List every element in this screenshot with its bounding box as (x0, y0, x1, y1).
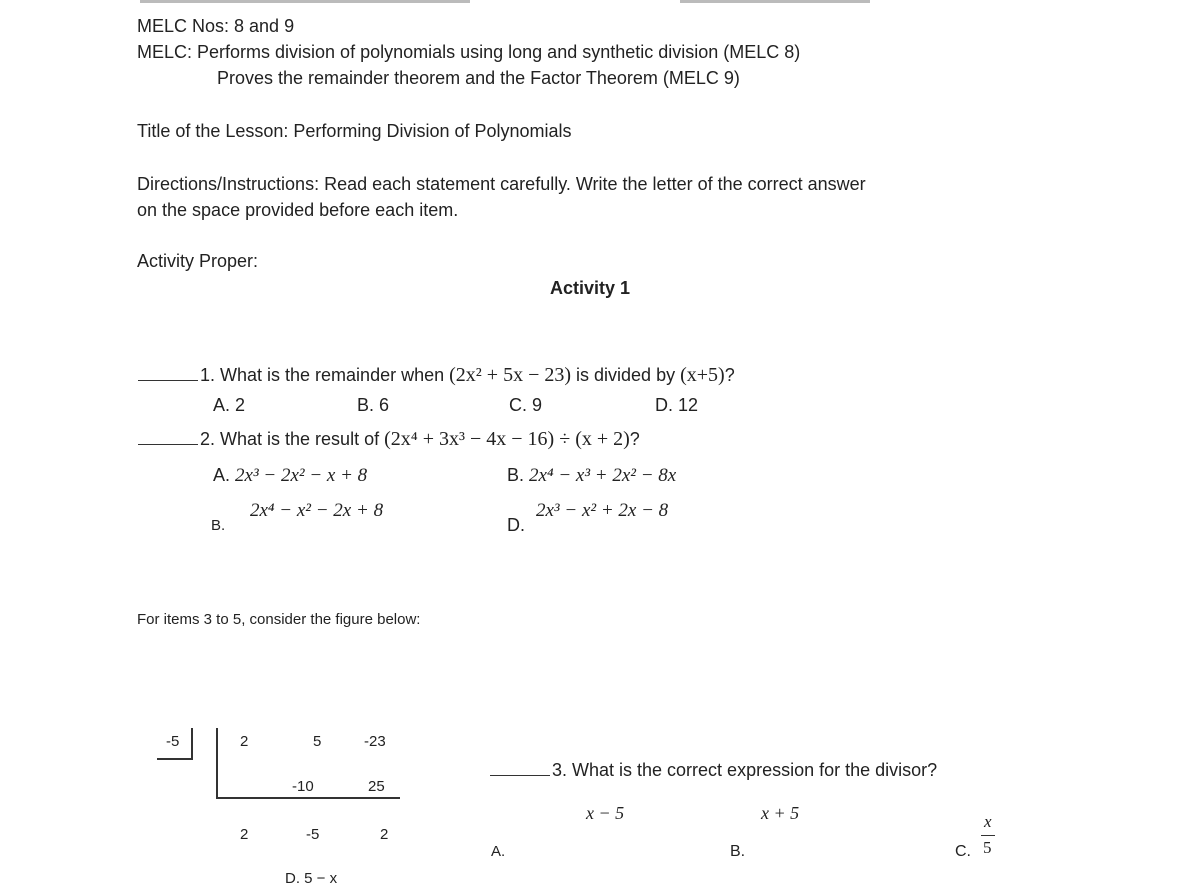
q3-option-a-expr: x − 5 (586, 803, 625, 823)
q1-option-c: C. 9 (509, 395, 543, 415)
q2-prefix: 2. What is the result of (200, 429, 380, 449)
q3-option-b-label: B. (730, 843, 746, 860)
synthetic-divisor: -5 (166, 733, 180, 750)
row3-value: -5 (306, 826, 320, 843)
row1-coef: 2 (240, 733, 249, 750)
q2-option-b (507, 465, 676, 487)
question-2 (138, 428, 640, 451)
fraction-bar (981, 835, 995, 836)
q2-option-d-label: D. (507, 515, 525, 535)
row3-value: 2 (240, 826, 249, 843)
q1-prefix: 1. What is the remainder when (200, 365, 445, 385)
answer-blank-3[interactable] (490, 775, 550, 776)
q1-middle: is divided by (576, 365, 676, 385)
answer-blank-2[interactable] (138, 444, 198, 445)
synthetic-vertical-bar (216, 728, 218, 798)
question-1 (138, 364, 735, 387)
q2-option-c-expr: 2x⁴ − x² − 2x + 8 (250, 500, 384, 521)
q2-option-b-label: B. (507, 465, 525, 485)
q2-option-a-label: A. (213, 465, 231, 485)
figure-intro: For items 3 to 5, consider the figure below: (137, 611, 421, 628)
top-edge-mark (680, 0, 870, 3)
answer-blank-1[interactable] (138, 380, 198, 381)
top-edge-mark (140, 0, 470, 3)
q1-expression: (2x² + 5x − 23) (449, 364, 572, 386)
q3-option-d: D. 5 − x (285, 870, 338, 887)
directions-line-1: Directions/Instructions: Read each statement carefully. Write the letter of the correct answer (137, 174, 866, 194)
row3-value: 2 (380, 826, 389, 843)
q3-text: 3. What is the correct expression for the divisor? (552, 760, 938, 780)
q2-option-b-expr: 2x⁴ − x³ + 2x² − 8x (529, 465, 677, 486)
q3-option-b-expr: x + 5 (761, 803, 800, 823)
divisor-box-line (191, 728, 193, 760)
row1-coef: -23 (364, 733, 386, 750)
q2-option-c-label: B. (211, 517, 226, 534)
lesson-title: Title of the Lesson: Performing Division of Polynomials (137, 121, 572, 141)
row1-coef: 5 (313, 733, 322, 750)
q2-option-a (213, 465, 367, 487)
q1-divisor: (x+5) (680, 364, 725, 386)
synthetic-horizontal-bar (216, 797, 400, 799)
divisor-underline (157, 758, 192, 760)
q1-option-b: B. 6 (357, 395, 390, 415)
activity-proper-label: Activity Proper: (137, 251, 259, 271)
row2-value: -10 (292, 778, 314, 795)
q1-suffix: ? (724, 365, 735, 385)
q1-option-d: D. 12 (655, 395, 699, 415)
q2-expression: (2x⁴ + 3x³ − 4x − 16) ÷ (x + 2) (384, 428, 630, 450)
q2-option-d-expr: 2x³ − x² + 2x − 8 (536, 500, 669, 521)
melc-nos: MELC Nos: 8 and 9 (137, 16, 295, 36)
directions-line-2: on the space provided before each item. (137, 200, 459, 220)
melc-line-1: MELC: Performs division of polynomials using long and synthetic division (MELC 8) (137, 42, 801, 62)
q1-option-a: A. 2 (213, 395, 246, 415)
q2-suffix: ? (629, 429, 640, 449)
q3-option-c-label: C. (955, 843, 971, 860)
activity-title: Activity 1 (550, 278, 631, 298)
question-3 (490, 760, 937, 781)
q2-option-a-expr: 2x³ − 2x² − x + 8 (235, 465, 368, 486)
q3-option-c-numerator: x (984, 812, 992, 831)
melc-line-2: Proves the remainder theorem and the Factor Theorem (MELC 9) (217, 68, 740, 88)
q3-option-a-label: A. (491, 843, 506, 860)
row2-value: 25 (368, 778, 385, 795)
q3-option-c-denominator: 5 (983, 838, 992, 857)
